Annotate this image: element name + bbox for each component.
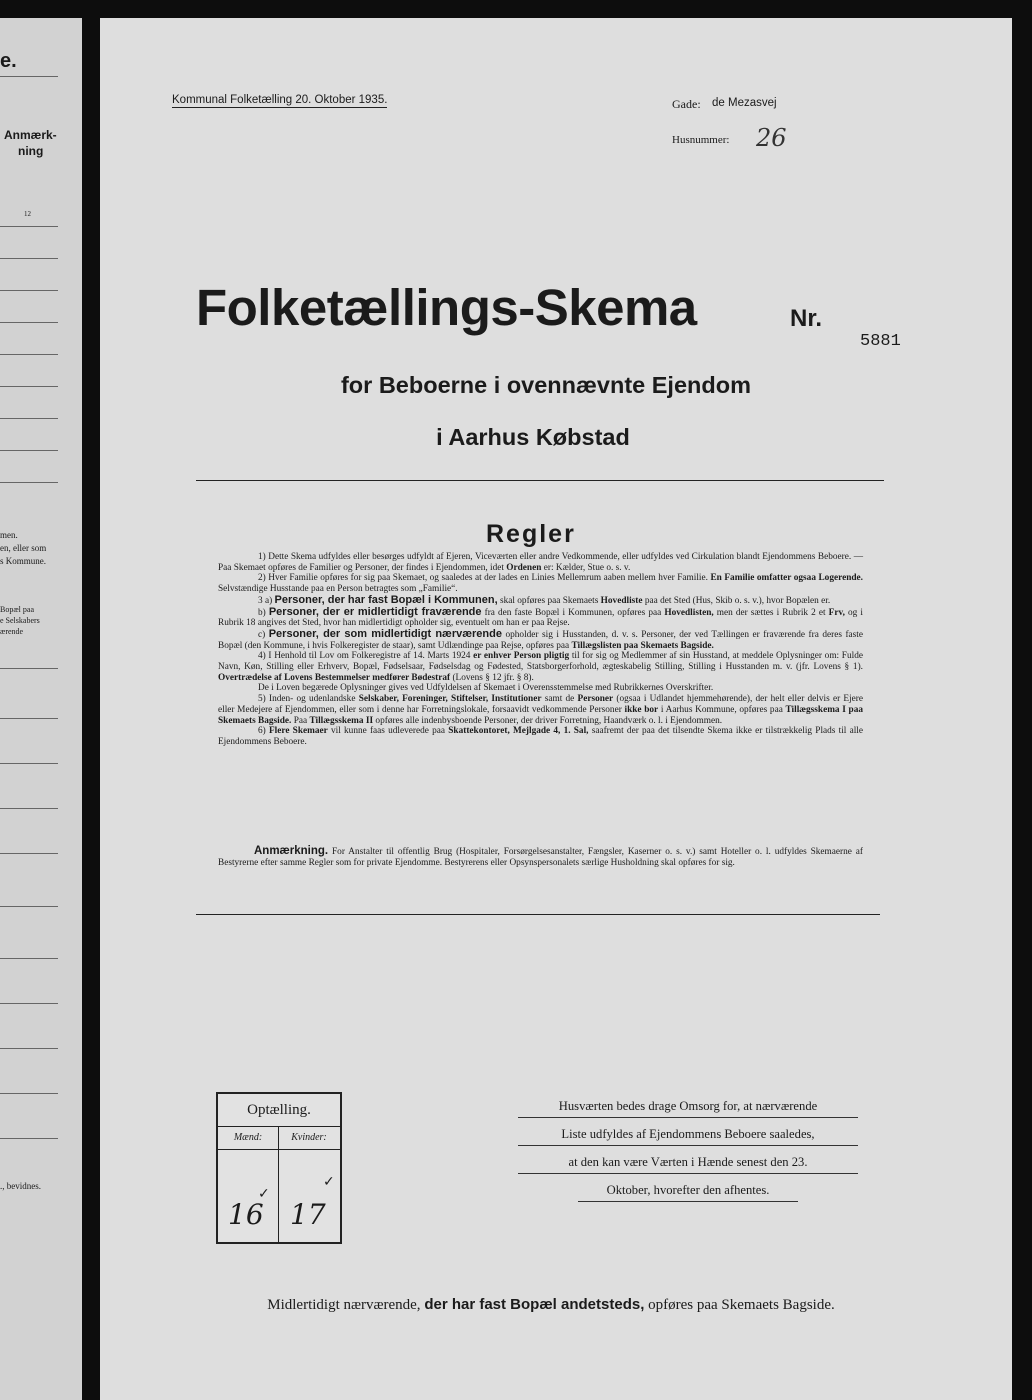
margin-snippet: Bopæl paa — [0, 605, 34, 614]
adjacent-page-fragment — [0, 18, 82, 1400]
margin-snippet: ærende — [0, 627, 24, 636]
column-head-remark-2: ning — [18, 144, 44, 158]
form-number: 5881 — [860, 332, 901, 351]
margin-snippet: men. — [0, 530, 18, 540]
form-number-label: Nr. — [790, 305, 823, 332]
men-label: Mænd: — [233, 1132, 263, 1143]
margin-snippet: e Selskabers — [0, 616, 40, 625]
remark-text: For Anstalter til offentlig Brug (Hospitaler, Forsørgelsesanstalter, Fængsler, Kaserner o. s. v.) samt Hoteller o. l. udfyldes Skemaerne af Bestyrerne efter samme Regler som for private Ejendomme. Bestyrerens eller Opsynspersonalets særlige Husholdning skal opføres for sig. — [218, 847, 863, 868]
rules-text: 1) Dette Skema udfyldes eller besørges udfyldt af Ejeren, Viceværten eller andre Vedkommende, eller udfyldes ved Cirkulation blandt Ejendommens Beboere. — Paa Skemaet opføres de Familier og Personer, der findes i Ejendommen, idet Ordenen er: Kælder, Stue o. s. v. 2) Hver Familie opføres for sig paa Skemaet, og saaledes at der lades en Linies Mellemrum aaben mellem hver Familie. En Familie omfatter ogsaa Logerende. Selvstændige Husstande paa en Person betragtes som „Familie“. 3 a) Personer, der har fast Bopæl i Kommunen, skal opføres paa Skemaets Hovedliste paa det Sted (Hus, Skib o. s. v.), hvor Bopælen er. b) Personer, der er midlertidigt fraværende fra den faste Bopæl i Kommunen, opføres paa Hovedlisten, men der sættes i Rubrik 2 et Frv, og i Rubrik 18 angives det Sted, hvor han midlertidigt opholder sig, eventuelt om han er paa Rejse. c) Personer, der som midlertidigt nærværende opholder sig i Husstanden, d. v. s. Personer, der ved Tællingen er fraværende fra deres faste Bopæl (den Kommune, i hvis Folkeregister de staar), samt Udlændinge paa Rejse, opføres paa Tillægslisten paa Skemaets Bagside. 4) I Henhold til Lov om Folkeregistre af 14. Marts 1924 er enhver Person pligtig til for sig og Medlemmer af sin Husstand, at meddele Oplysninger om: Fulde Navn, Køn, Stilling eller Erhverv, Bopæl, Fødselsaar, Fødselsdag og Fødested, Statsborgerforhold, ægteskabelig Stilling, Stilling i Husstanden m. v. (jfr. Lovens § 1). Overtrædelse af Lovens Bestemmelser medfører Bødestraf (Lovens § 12 jfr. § 8). De i Loven begærede Oplysninger gives ved Udfyldelsen af Skemaet i Overensstemmelse med Rubrikkernes Overskrifter. 5) Inden- og udenlandske Selskaber, Foreninger, Stiftelser, Institutioner samt de Personer (ogsaa i Udlandet hjemmehørende), der helt eller delvis er Ejere eller Medejere af Ejendommen, eller som i denne har Forretningslokale, forsaavidt vedkommende Personer ikke bor i Aarhus Kommune, opføres paa Tillægsskema I paa Skemaets Bagside. Paa Tillægsskema II opføres alle indenbysboende Personer, der driver Forretning, Haandværk o. l. i Ejendommen. 6) Flere Skemaer vil kunne faas udleverede paa Skattekontoret, Mejlgade 4, 1. Sal, saafremt der paa det tilsendte Skema ikke er tilstrækkelig Plads til alle Ejendommens Beboere. — [218, 552, 864, 747]
street-value: de Mezasvej — [712, 97, 777, 109]
form-subtitle: for Beboerne i ovennævnte Ejendom — [340, 372, 751, 398]
margin-snippet: ., bevidnes. — [0, 1181, 41, 1191]
fragment-letter: e. — [0, 50, 17, 72]
margin-snippet: s Kommune. — [0, 556, 46, 566]
street-label: Gade: — [672, 97, 701, 111]
footer-note: Midlertidigt nærværende, der har fast Bopæl andetsteds, opføres paa Skemaets Bagside. — [267, 1296, 835, 1313]
landlord-line: Oktober, hvorefter den afhentes. — [578, 1182, 798, 1202]
divider — [196, 914, 880, 915]
form-subtitle-2: i Aarhus Købstad — [436, 424, 630, 450]
check-mark-women: ✓ — [323, 1174, 335, 1190]
column-head-remark: Anmærk- — [4, 128, 57, 142]
landlord-instruction — [518, 1098, 858, 1202]
men-count: 16 — [228, 1198, 264, 1231]
landlord-line: at den kan være Værten i Hænde senest den 23. — [518, 1154, 858, 1174]
census-line: Kommunal Folketælling 20. Oktober 1935. — [172, 94, 388, 106]
women-count: 17 — [290, 1198, 326, 1231]
check-mark-men: ✓ — [258, 1186, 270, 1202]
rules-heading: Regler — [486, 520, 576, 548]
landlord-line: Husværten bedes drage Omsorg for, at nærværende — [518, 1098, 858, 1118]
form-title: Folketællings-Skema — [196, 279, 697, 336]
landlord-line: Liste udfyldes af Ejendommens Beboere saaledes, — [518, 1126, 858, 1146]
remark-note — [218, 846, 863, 869]
margin-snippet: en, eller som — [0, 543, 47, 553]
column-number: 12 — [24, 210, 31, 218]
count-title: Optælling. — [218, 1094, 340, 1127]
house-number-label: Husnummer: — [672, 134, 730, 146]
count-box — [216, 1092, 342, 1244]
house-number-value: 26 — [756, 124, 787, 152]
remark-label: Anmærkning. — [254, 845, 329, 857]
divider — [196, 480, 884, 481]
women-label: Kvinder: — [291, 1132, 327, 1143]
